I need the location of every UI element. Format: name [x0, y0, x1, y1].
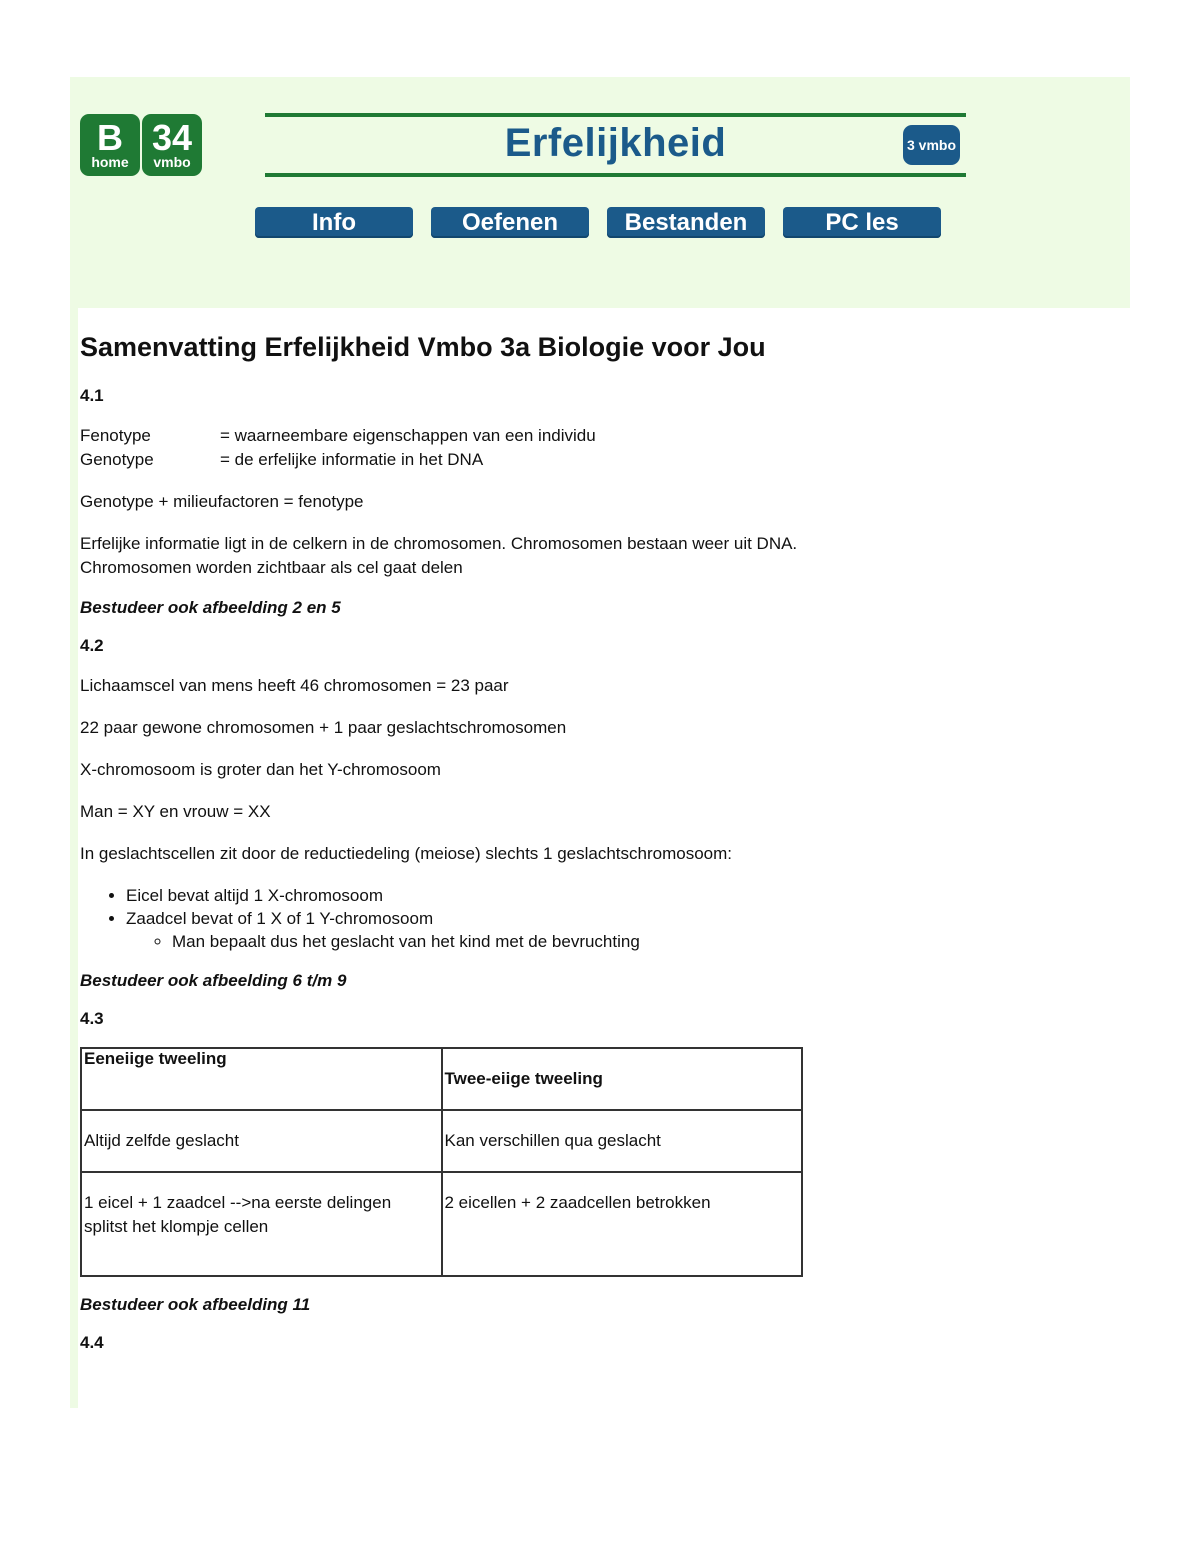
study-note: Bestudeer ook afbeelding 11 [80, 1295, 311, 1314]
list-item [126, 907, 1140, 953]
document-content [80, 330, 1140, 1371]
table-cell: Kan verschillen qua geslacht [442, 1110, 803, 1172]
table-header-cell: Eeneiige tweeling [81, 1048, 442, 1110]
paragraph-line: Chromosomen worden zichtbaar als cel gaat delen [80, 558, 463, 577]
document-title: Samenvatting Erfelijkheid Vmbo 3a Biologie voor Jou [80, 332, 766, 362]
list-item-text: Zaadcel bevat of 1 X of 1 Y-chromosoom [126, 909, 434, 928]
paragraph: 22 paar gewone chromosomen + 1 paar geslachtschromosomen [80, 718, 567, 737]
definition-text: = de erfelijke informatie in het DNA [220, 450, 484, 469]
formula-text: Genotype + milieufactoren = fenotype [80, 492, 364, 511]
definition-term: Fenotype [80, 426, 151, 445]
table-header-row [81, 1048, 802, 1110]
definition-term: Genotype [80, 450, 154, 469]
definitions [80, 424, 1140, 472]
twins-table [80, 1047, 803, 1277]
table-header-cell: Twee-eiige tweeling [442, 1048, 803, 1110]
chromosome-paragraph [80, 532, 1140, 580]
site-title: Erfelijkheid [504, 121, 727, 165]
nav-bestanden-button[interactable]: Bestanden [607, 207, 765, 238]
section-heading-4-3: 4.3 [80, 1009, 104, 1028]
section-heading-4-1: 4.1 [80, 386, 104, 405]
logo-home[interactable]: B home [80, 114, 140, 176]
table-cell: Altijd zelfde geslacht [81, 1110, 442, 1172]
study-note: Bestudeer ook afbeelding 6 t/m 9 [80, 971, 347, 990]
title-bar [265, 113, 966, 177]
list-item: ◦ Man bepaalt dus het geslacht van het kind met de bevruchting [172, 930, 1140, 953]
site-logo[interactable] [80, 114, 203, 176]
definition-text: = waarneembare eigenschappen van een individu [220, 426, 596, 445]
level-badge: 3 vmbo [903, 125, 960, 165]
definition-row [80, 448, 1140, 472]
left-accent-bar [70, 308, 78, 1408]
paragraph: Lichaamscel van mens heeft 46 chromosomen = 23 paar [80, 676, 509, 695]
table-row [81, 1172, 802, 1276]
nav-info-button[interactable]: Info [255, 207, 413, 238]
table-cell: 1 eicel + 1 zaadcel -->na eerste delingen splitst het klompje cellen [81, 1172, 442, 1276]
main-nav [255, 207, 941, 238]
study-note: Bestudeer ook afbeelding 2 en 5 [80, 598, 341, 617]
table-cell: 2 eicellen + 2 zaadcellen betrokken [442, 1172, 803, 1276]
site-header [70, 77, 1130, 308]
section-heading-4-2: 4.2 [80, 636, 104, 655]
nav-oefenen-button[interactable]: Oefenen [431, 207, 589, 238]
paragraph: In geslachtscellen zit door de reductiedeling (meiose) slechts 1 geslachtschromosoom: [80, 844, 732, 863]
bullet-list [80, 884, 1140, 953]
paragraph: Man = XY en vrouw = XX [80, 802, 271, 821]
sub-bullet-list [126, 930, 1140, 953]
logo-vmbo[interactable]: 34 vmbo [142, 114, 202, 176]
list-item: • Eicel bevat altijd 1 X-chromosoom [126, 884, 1140, 907]
table-row [81, 1110, 802, 1172]
paragraph: X-chromosoom is groter dan het Y-chromosoom [80, 760, 441, 779]
definition-row [80, 424, 1140, 448]
nav-pc-les-button[interactable]: PC les [783, 207, 941, 238]
section-heading-4-4: 4.4 [80, 1333, 104, 1352]
paragraph-line: Erfelijke informatie ligt in de celkern in de chromosomen. Chromosomen bestaan weer uit DNA. [80, 534, 798, 553]
